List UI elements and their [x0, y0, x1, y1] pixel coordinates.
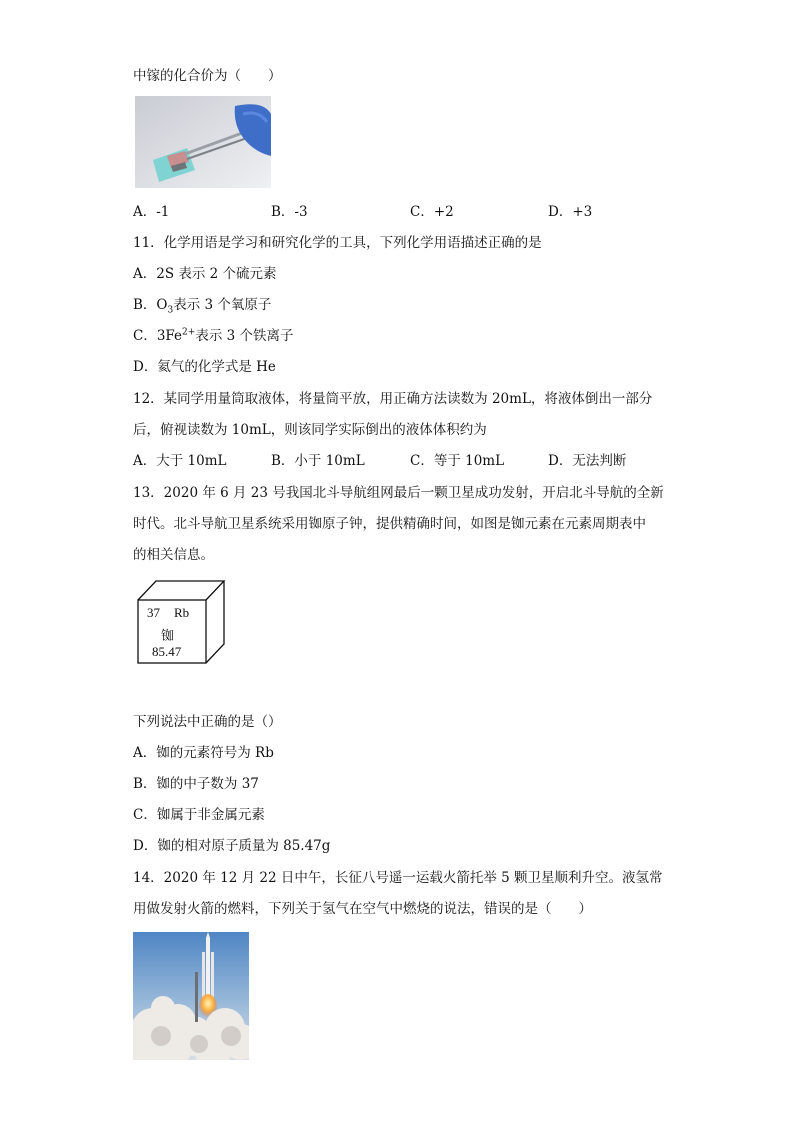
q12-option-b: B．小于 10mL: [271, 453, 365, 469]
q13-line-2: 时代。北斗导航卫星系统采用铷原子钟，提供精确时间，如图是铷元素在元素周期表中: [133, 516, 646, 532]
q12-option-d: D．无法判断: [548, 453, 627, 469]
q13-option-b: B．铷的中子数为 37: [133, 776, 259, 792]
q10-option-c: C．+2: [410, 204, 454, 220]
q14-line-2: 用做发射火箭的燃料，下列关于氢气在空气中燃烧的说法，错误的是（ ）: [133, 901, 592, 917]
q10-stem-tail: 中镓的化合价为（ ）: [133, 68, 282, 84]
q14-line-1: 14．2020 年 12 月 22 日中午，长征八号遥一运载火箭托举 5 颗卫星顺利升空。液氢常: [133, 870, 663, 886]
q11-option-b: B．$O_3$表示 3 个氧原子: [133, 297, 272, 316]
q11-option-a: A．2S 表示 2 个硫元素: [133, 266, 277, 282]
q10-option-d: D．+3: [548, 204, 593, 220]
rocket-launch-photo: [133, 932, 249, 1060]
q12-line-1: 12．某同学用量筒取液体，将量筒平放，用正确方法读数为 20mL，将液体倒出一部分: [133, 391, 653, 407]
q10-option-a: A．-1: [133, 204, 170, 220]
q13-line-1: 13．2020 年 6 月 23 号我国北斗导航组网最后一颗卫星成功发射，开启北斗导航的全新: [133, 485, 664, 501]
element-atomic-mass: 85.47: [152, 644, 182, 659]
q13-option-c: C．铷属于非金属元素: [133, 807, 265, 823]
q13-prompt: 下列说法中正确的是（）: [133, 714, 282, 730]
q11-option-c: C．$3Fe^{2+}$表示 3 个铁离子: [133, 327, 294, 344]
q12-options: [133, 452, 693, 470]
q12-option-a: A．大于 10mL: [133, 453, 227, 469]
q13-option-d: D．铷的相对原子质量为 85.47g: [133, 838, 331, 854]
q10-options: [133, 203, 693, 221]
q13-line-3: 的相关信息。: [133, 547, 214, 563]
element-name: 铷: [161, 628, 175, 643]
gallium-sample-photo: [135, 96, 271, 188]
q13-option-a: A．铷的元素符号为 Rb: [133, 745, 274, 761]
q11-option-d: D．氦气的化学式是 He: [133, 359, 276, 375]
element-atomic-number: 37: [147, 605, 160, 620]
q12-option-c: C．等于 10mL: [410, 453, 505, 469]
q11-stem: 11．化学用语是学习和研究化学的工具，下列化学用语描述正确的是: [133, 235, 542, 251]
q12-line-2: 后，俯视读数为 10mL，则该同学实际倒出的液体体积约为: [133, 422, 487, 438]
rubidium-element-cell: [136, 579, 226, 665]
q10-option-b: B．-3: [271, 204, 308, 220]
element-symbol: Rb: [174, 605, 190, 620]
